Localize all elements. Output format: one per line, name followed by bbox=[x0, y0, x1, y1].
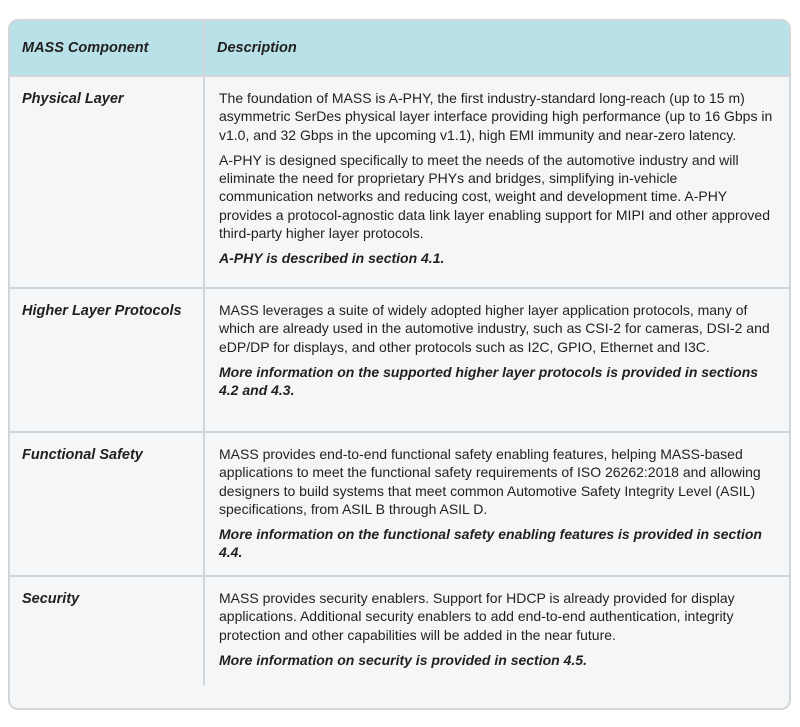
table-row bbox=[10, 288, 789, 432]
section-reference: More information on the functional safety enabling features is provided in section 4.4. bbox=[219, 526, 762, 561]
table bbox=[10, 21, 789, 685]
header-row bbox=[10, 21, 789, 76]
table-row bbox=[10, 576, 789, 685]
component-name: Functional Safety bbox=[10, 432, 204, 576]
header-component: MASS Component bbox=[10, 21, 204, 76]
description-paragraph: MASS leverages a suite of widely adopted higher layer application protocols, many of which are already used in the automotive industry, such as CSI-2 for cameras, DSI-2 and eDP/DP for displays, and other protocols such as I2C, GPIO, Ethernet and I3C. bbox=[219, 302, 770, 355]
header-description: Description bbox=[204, 21, 789, 76]
section-reference: More information on the supported higher layer protocols is provided in sections 4.2 and 4.3. bbox=[219, 363, 759, 399]
description-paragraph: MASS provides end-to-end functional safety enabling features, helping MASS-based applications to meet the functional safety requirements of ISO 26262:2018 and allowing designers to build systems that meet common Automotive Safety Integrity Level (ASIL) specifications, from ASIL B through ASIL D. bbox=[219, 446, 761, 517]
component-description bbox=[204, 288, 789, 432]
component-name: Higher Layer Protocols bbox=[10, 288, 204, 432]
component-description bbox=[204, 76, 789, 288]
component-description bbox=[204, 432, 789, 576]
table-row bbox=[10, 432, 789, 576]
component-name: Physical Layer bbox=[10, 76, 204, 288]
section-reference: More information on security is provided in section 4.5. bbox=[219, 651, 587, 668]
description-paragraph: The foundation of MASS is A-PHY, the first industry-standard long-reach (up to 15 m) asymmetric SerDes physical layer interface providing high performance (up to 16 Gbps in v1.0, and 32 Gbps in the upcoming v1.1), high EMI immunity and near-zero latency. bbox=[219, 90, 773, 143]
component-name: Security bbox=[10, 576, 204, 685]
section-reference: A-PHY is described in section 4.1. bbox=[219, 250, 445, 267]
mass-components-table bbox=[8, 19, 791, 710]
description-paragraph: MASS provides security enablers. Support for HDCP is already provided for display applications. Additional security enablers to add end-to-end authentication, integrity protection and other capabilities will be added in the near future. bbox=[219, 590, 735, 643]
description-paragraph: A-PHY is designed specifically to meet the needs of the automotive industry and will eliminate the need for proprietary PHYs and bridges, simplifying in-vehicle communication networks and reducing cost, weight and development time. A-PHY provides a protocol-agnostic data link layer enabling support for MIPI and other approved third-party higher layer protocols. bbox=[219, 151, 770, 242]
component-description bbox=[204, 576, 789, 685]
table-row bbox=[10, 76, 789, 288]
